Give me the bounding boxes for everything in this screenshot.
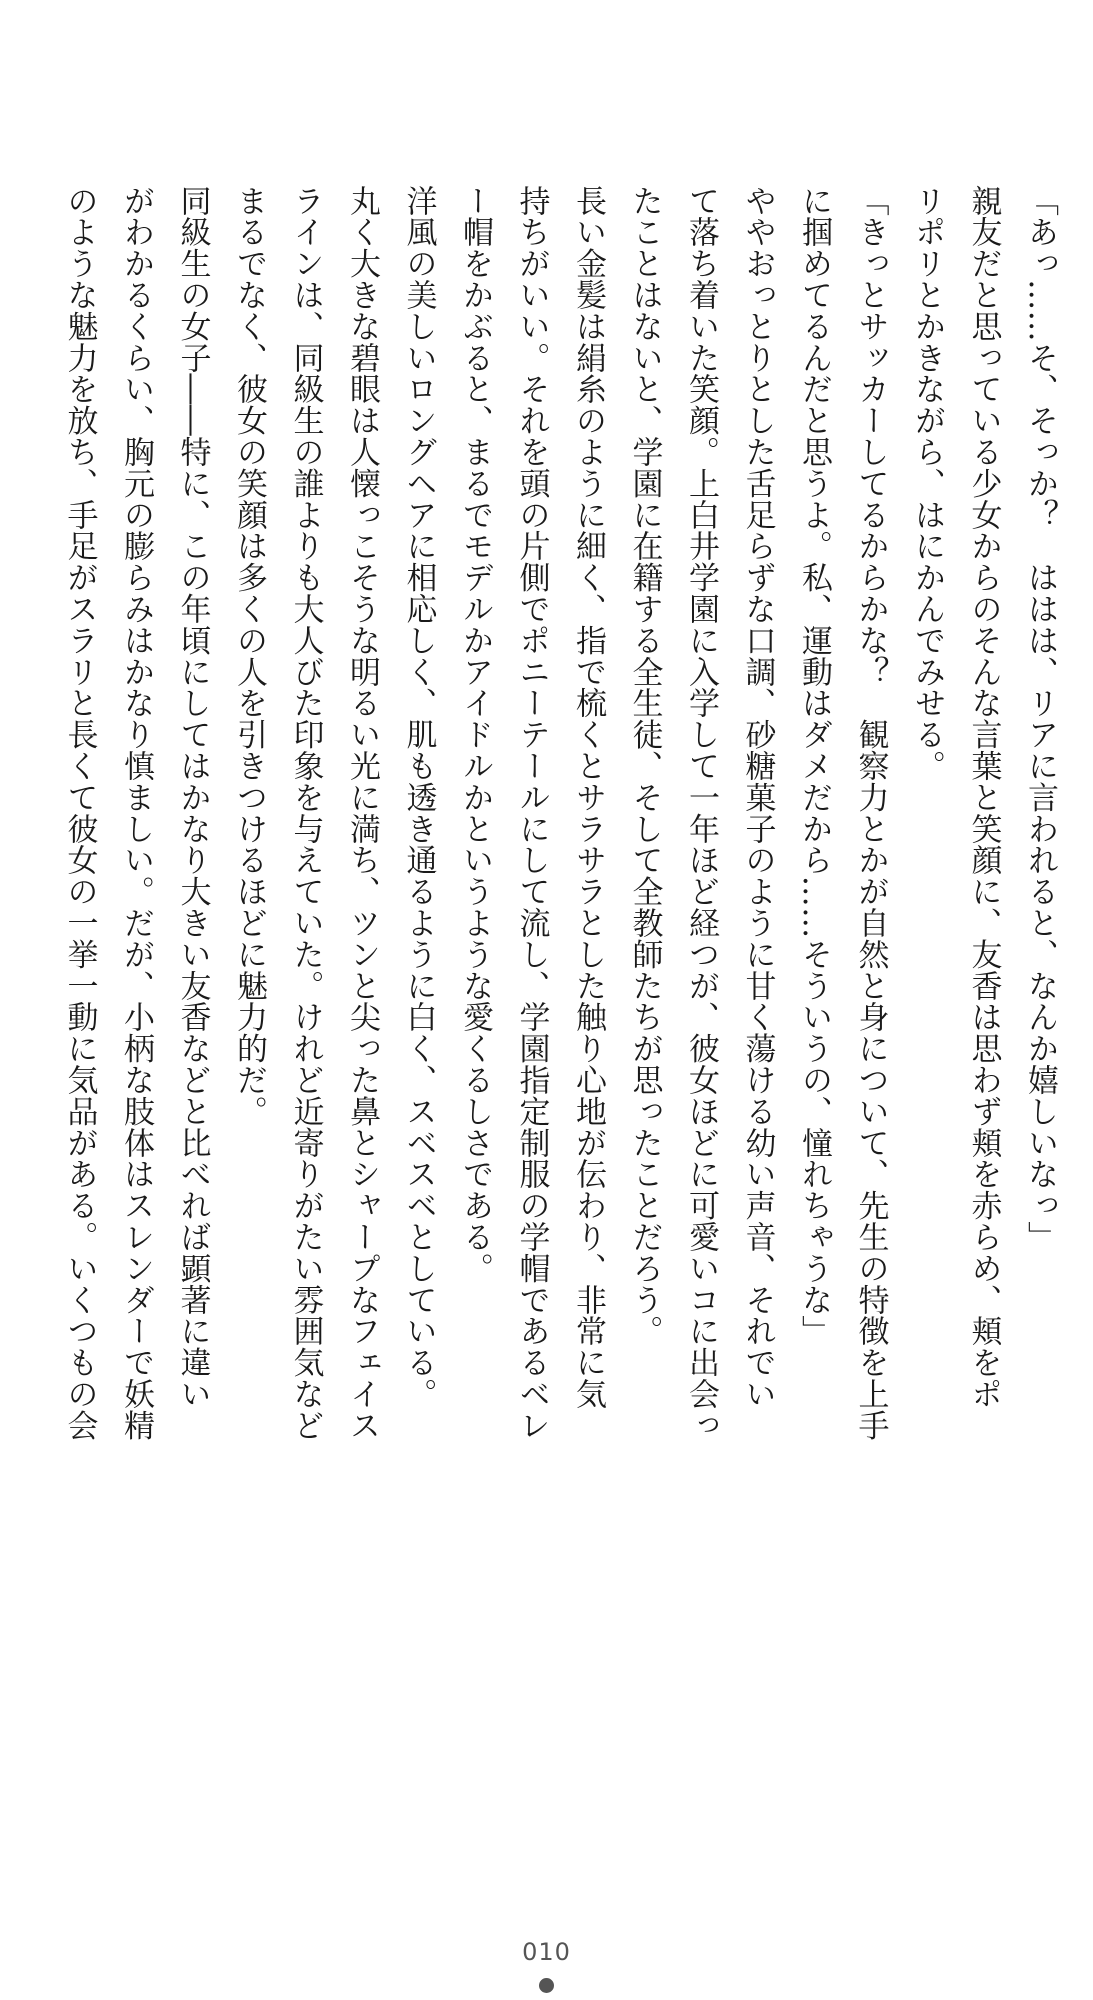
- text-column: たことはないと、学園に在籍する全生徒、そして全教師たちが思ったことだろう。: [626, 185, 663, 1347]
- text-column: ラインは、同級生の誰よりも大人びた印象を与えていた。けれど近寄りがたい雰囲気など: [287, 185, 324, 1441]
- body-text: [28, 185, 1068, 1685]
- text-column: 長い金髪は絹糸のように細く、指で梳くとサラサラとした触り心地が伝わり、非常に気: [570, 185, 606, 1410]
- text-column: ー帽をかぶると、まるでモデルかアイドルかというような愛くるしさである。: [457, 185, 493, 1284]
- text-column: 「あっ……そ、そっか？ ははは、リアに言われると、なんか嬉しいなっ」: [1022, 185, 1058, 1253]
- text-column: のような魅力を放ち、手足がスラリと長くて彼女の一挙一動に気品がある。いくつもの会: [61, 185, 98, 1441]
- text-column: て落ち着いた笑顔。上白井学園に入学して一年ほど経つが、彼女ほどに可愛いコに出会っ: [683, 185, 719, 1441]
- text-column: 持ちがいい。それを頭の片側でポニーテールにして流し、学園指定制服の学帽であるベレ: [513, 185, 550, 1441]
- page-marker-dot-icon: [539, 1978, 554, 1993]
- text-column: 丸く大きな碧眼は人懐っこそうな明るい光に満ち、ツンと尖った鼻とシャープなフェイス: [344, 185, 380, 1441]
- text-column: 親友だと思っている少女からのそんな言葉と笑顔に、友香は思わず頬を赤らめ、頬をポ: [965, 185, 1002, 1410]
- text-column: まるでなく、彼女の笑顔は多くの人を引きつけるほどに魅力的だ。: [231, 185, 267, 1127]
- page-number: 010: [522, 1938, 571, 1966]
- text-column: リポリとかきながら、はにかんでみせる。: [909, 185, 945, 782]
- text-column: に掴めてるんだと思うよ。私、運動はダメだから……そういうの、憧れちゃうな」: [796, 185, 832, 1347]
- text-column: がわかるくらい、胸元の膨らみはかなり慎ましい。だが、小柄な肢体はスレンダーで妖精: [118, 185, 154, 1441]
- text-column: ややおっとりとした舌足らずな口調、砂糖菓子のように甘く蕩ける幼い声音、それでい: [739, 185, 776, 1410]
- text-column: 同級生の女子――特に、この年頃にしてはかなり大きい友香などと比べれば顕著に違い: [174, 185, 211, 1410]
- text-column: 「きっとサッカーしてるからかな？ 観察力とかが自然と身について、先生の特徴を上手: [852, 185, 889, 1441]
- text-column: 洋風の美しいロングヘアに相応しく、肌も透き通るように白く、スベスベとしている。: [400, 185, 437, 1410]
